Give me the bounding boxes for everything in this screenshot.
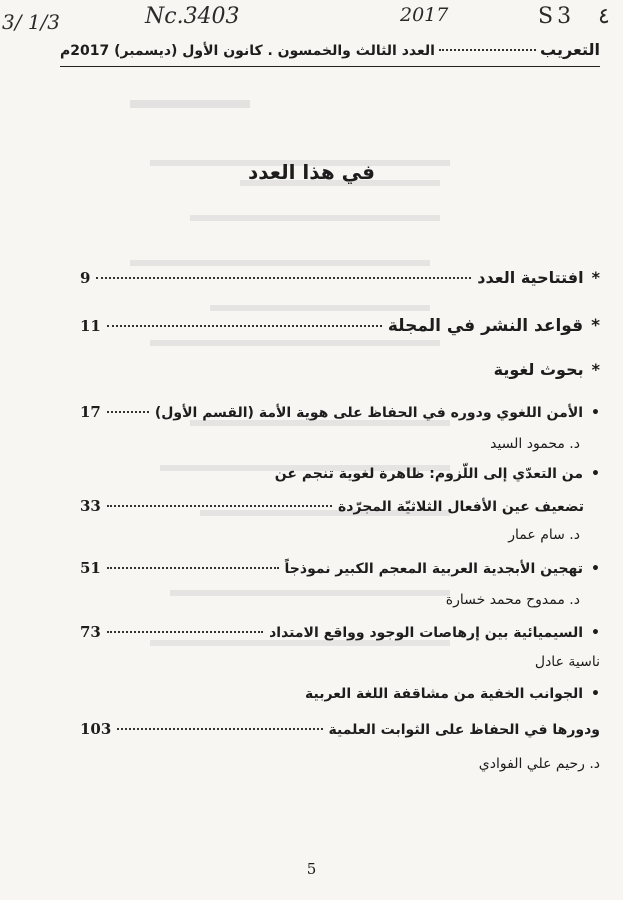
- article-author: د. رحيم علي الفوادي: [478, 756, 600, 772]
- asterisk-icon: *: [591, 316, 600, 336]
- page-title: في هذا العدد: [247, 160, 375, 184]
- section-heading-linguistic-research: [80, 360, 600, 379]
- toc-article-semiotics[interactable]: [80, 623, 600, 641]
- dot-leader: [96, 277, 471, 279]
- article-author: د. ممدوح محمد خسارة: [445, 592, 580, 608]
- article-title-line2: ودورها في الحفاظ على الثوابت العلمية: [328, 722, 600, 738]
- handwritten-mark: ٤: [598, 4, 610, 29]
- page-ref: 103: [80, 720, 112, 738]
- asterisk-icon: *: [591, 360, 600, 379]
- handwritten-accession-number: Nc.3403: [145, 4, 240, 29]
- article-author: د. سام عمار: [508, 527, 580, 543]
- page-ref: 51: [80, 559, 101, 577]
- bullet-icon: •: [591, 686, 600, 702]
- page-ref: 9: [80, 269, 91, 287]
- dot-leader: [107, 567, 279, 569]
- journal-name: التعريب: [540, 40, 600, 59]
- header-dots: [439, 49, 536, 51]
- handwritten-ref-left: 3/ 1/3: [2, 10, 61, 34]
- toc-article-linguistic-security[interactable]: [80, 403, 600, 421]
- toc-article-alphabet-hybridization[interactable]: [80, 559, 600, 577]
- bullet-icon: •: [591, 561, 600, 577]
- dot-leader: [117, 728, 322, 730]
- toc-article-transitivity-line1[interactable]: [80, 466, 600, 482]
- article-title: الأمن اللغوي ودوره في الحفاظ على هوية الأمة (القسم الأول): [154, 405, 584, 421]
- section-title: بحوث لغوية: [493, 360, 584, 379]
- asterisk-icon: *: [591, 268, 600, 287]
- page-ref: 33: [80, 497, 101, 515]
- article-title-line1: الجوانب الخفية من مشاقفة اللغة العربية: [304, 686, 584, 702]
- article-title-line1: من التعدّي إلى اللّزوم: ظاهرة لغوية تنجم عن: [274, 466, 584, 482]
- dot-leader: [107, 505, 332, 507]
- dot-leader: [107, 325, 382, 327]
- page-number: 5: [306, 860, 317, 878]
- issue-info: العدد الثالث والخمسون . كانون الأول (ديسمبر) 2017م: [60, 43, 435, 59]
- toc-entry-editorial[interactable]: [80, 268, 600, 287]
- article-author: ناسية عادل: [534, 654, 600, 670]
- toc-article-transitivity-line2[interactable]: [80, 497, 600, 515]
- page-ref: 11: [80, 317, 101, 335]
- running-header: [60, 40, 600, 59]
- handwritten-code: S3: [538, 4, 576, 29]
- article-title: تهجين الأبجدية العربية المعجم الكبير نموذجاً: [284, 561, 584, 577]
- handwritten-year: 2017: [400, 4, 449, 26]
- entry-title: قواعد النشر في المجلة: [387, 316, 584, 336]
- article-author: د. محمود السيد: [490, 436, 580, 452]
- article-title: السيميائية بين إرهاصات الوجود وواقع الامتداد: [269, 625, 584, 641]
- dot-leader: [107, 631, 263, 633]
- bullet-icon: •: [591, 405, 600, 421]
- bullet-icon: •: [591, 466, 600, 482]
- dot-leader: [107, 411, 149, 413]
- toc-article-hidden-aspects-line2[interactable]: [80, 720, 600, 738]
- bullet-icon: •: [591, 625, 600, 641]
- header-rule: [60, 66, 600, 67]
- page-ref: 73: [80, 623, 101, 641]
- toc-entry-publishing-rules[interactable]: [80, 316, 600, 336]
- page-ref: 17: [80, 403, 101, 421]
- article-title-line2: تضعيف عين الأفعال الثلاثيّة المجرّدة: [338, 499, 584, 515]
- entry-title: افتتاحية العدد: [477, 268, 584, 287]
- toc-article-hidden-aspects-line1[interactable]: [80, 686, 600, 702]
